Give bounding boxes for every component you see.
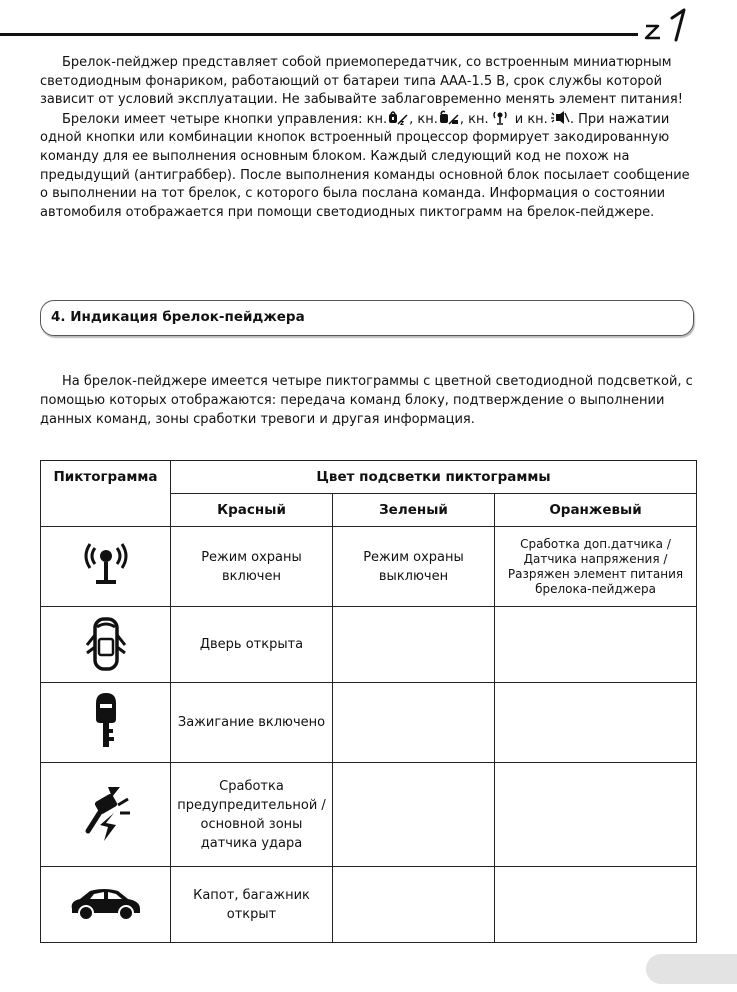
buttons-text-rest: . При нажатии одной кнопки или комбинации кнопок встроенный процессор формирует закодированную команду для ее выполнения основным блоком. Каждый следующий код не похож на предыдущий (антиграббер). После выполнения команды основной блок посылает сообщение о выполнении на тот брелок, с которого была послана команда. Информация о состоянии автомобиля отображается при помощи светодиодных пиктограмм на брелок-пейджере. [40, 111, 690, 220]
header-color: Цвет подсветки пиктограммы [171, 461, 697, 494]
row3-green [333, 683, 495, 763]
column-orange: Оранжевый [495, 494, 697, 527]
header-pictogram: Пиктограмма [41, 461, 171, 527]
shock-sensor-icon [78, 783, 134, 843]
table-row [41, 527, 697, 607]
row5-red: Капот, багажник открыт [171, 867, 333, 943]
antenna-small-icon [489, 110, 511, 125]
table-row [41, 763, 697, 867]
buttons-text-start: Брелоки имеет четыре кнопки управления: кн. [62, 111, 388, 127]
row2-orange [495, 607, 697, 683]
pictogram-cell [41, 763, 171, 867]
row5-green [333, 867, 495, 943]
row1-green: Режим охраны выключен [333, 527, 495, 607]
row1-red: Режим охраны включен [171, 527, 333, 607]
buttons-text-sep3: и кн. [510, 111, 548, 127]
row2-green [333, 607, 495, 683]
table-row [41, 683, 697, 763]
car-side-icon [66, 883, 146, 923]
table-row [41, 607, 697, 683]
svg-text:z: z [400, 118, 405, 125]
pictogram-cell [41, 527, 171, 607]
intro-paragraph: Брелок-пейджер представляет собой приемопередатчик, со встроенным миниатюрным светодиодным фонариком, работающий от батареи типа ААА-1.5 В, срок службы которой зависит от условий эксплуатации. Не забывайте заблаговременно менять элемент питания! [40, 55, 683, 108]
buttons-paragraph [40, 110, 700, 223]
mute-siren-icon [548, 110, 570, 125]
unlock-car-icon [438, 110, 460, 125]
row2-red: Дверь открыта [171, 607, 333, 683]
row3-orange [495, 683, 697, 763]
section-header [40, 300, 694, 336]
column-red: Красный [171, 494, 333, 527]
section-intro-text: На брелок-пейджере имеется четыре пиктограммы с цветной светодиодной подсветкой, с помощью которых отображаются: передача команд блоку, подтверждение о выполнении данных команд, зоны сработки тревоги и другая информация. [40, 374, 693, 427]
antenna-icon [81, 540, 131, 590]
pictogram-cell [41, 683, 171, 763]
car-door-icon [81, 613, 131, 673]
row4-red: Сработка предупредительной / основной зоны датчика удара [171, 763, 333, 867]
header-rule [0, 33, 638, 36]
section-title: 4. Индикация брелок-пейджера [51, 309, 305, 325]
description-text [40, 54, 700, 222]
row5-orange [495, 867, 697, 943]
brand-logo [640, 6, 700, 46]
row4-orange [495, 763, 697, 867]
page-number-tab [646, 954, 737, 984]
pictogram-cell [41, 607, 171, 683]
table-row [41, 867, 697, 943]
indication-table [40, 460, 697, 943]
pictogram-cell [41, 867, 171, 943]
row1-orange: Сработка доп.датчика / Датчика напряжения / Разряжен элемент питания брелока-пейджера [495, 527, 697, 607]
column-green: Зеленый [333, 494, 495, 527]
key-icon [86, 691, 126, 751]
section-intro [40, 372, 700, 429]
lock-zz-icon [387, 110, 409, 125]
row3-red: Зажигание включено [171, 683, 333, 763]
buttons-text-sep1: , кн. [409, 111, 438, 127]
row4-green [333, 763, 495, 867]
buttons-text-sep2: , кн. [459, 111, 489, 127]
